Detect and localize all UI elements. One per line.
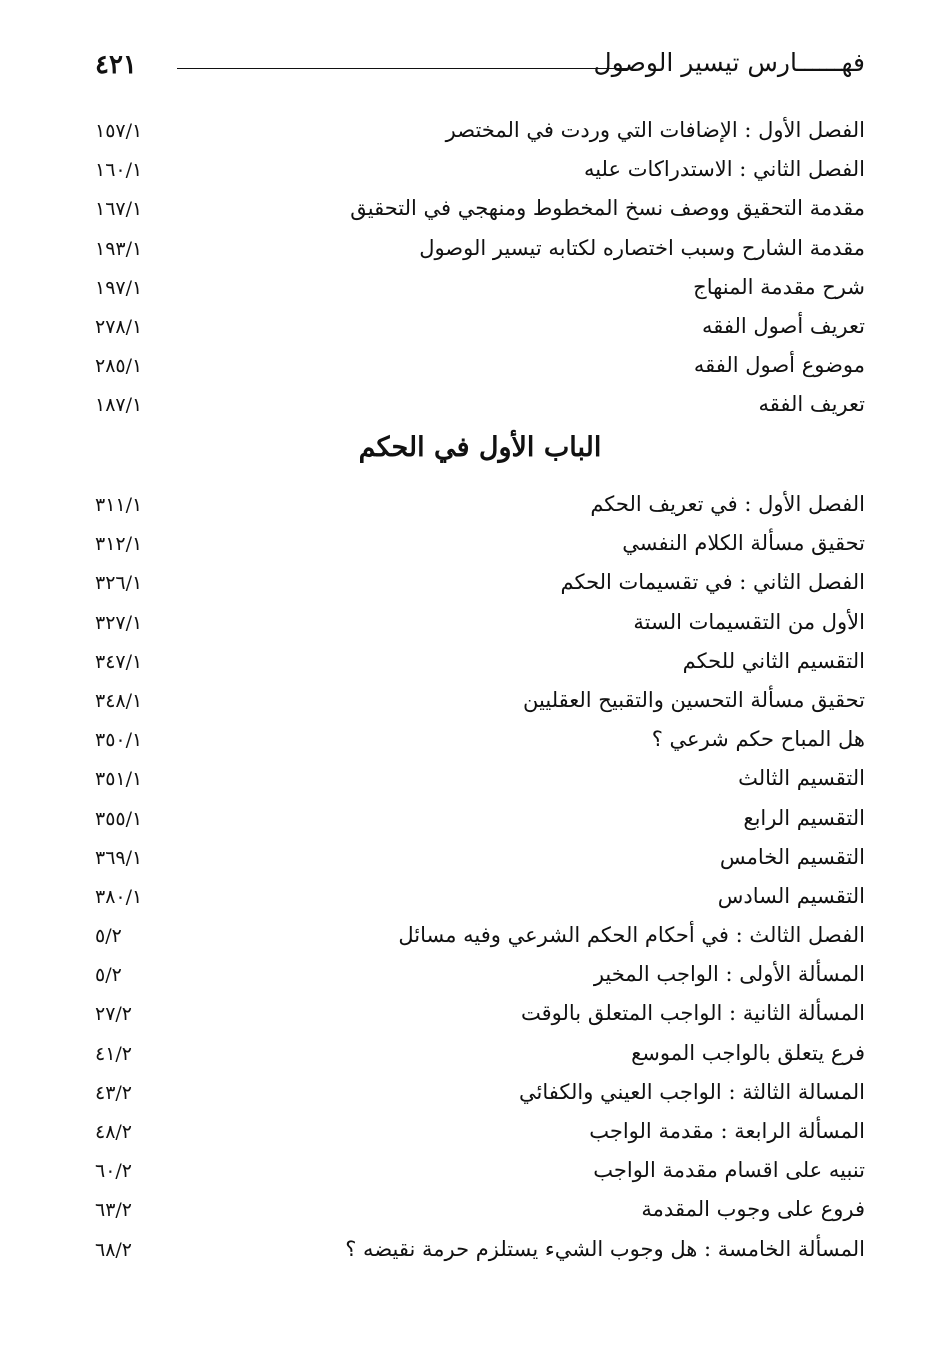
toc-entry-page-ref: ١٨٧/١: [95, 394, 143, 417]
toc-entry-page-ref: ٤١/٢: [95, 1042, 133, 1065]
toc-entry-page-ref: ٣١٢/١: [95, 533, 143, 556]
toc-entry: [95, 1076, 865, 1115]
toc-entry: [95, 880, 865, 919]
toc-entry-title: هل المباح حكم شرعي ؟: [651, 727, 865, 752]
toc-entry: [95, 606, 865, 645]
toc-entry-page-ref: ٣٥٥/١: [95, 807, 143, 830]
toc-entry-title: الفصل الثاني : الاستدراكات عليه: [583, 157, 865, 182]
toc-entry-page-ref: ٣٨٠/١: [95, 885, 143, 908]
toc-entry-page-ref: ٣٢٧/١: [95, 611, 143, 634]
toc-entry: [95, 388, 865, 427]
toc-entry-page-ref: ٦٨/٢: [95, 1238, 133, 1261]
toc-entry: [95, 349, 865, 388]
toc-entry-title: الفصل الأول : الإضافات التي وردت في المختصر: [445, 118, 865, 142]
toc-entry-page-ref: ٦٣/٢: [95, 1199, 133, 1222]
toc-entry-title: موضوع أصول الفقه: [693, 353, 865, 378]
toc-entry: [95, 723, 865, 762]
header-rule: [177, 68, 632, 69]
toc-entry: [95, 232, 865, 271]
toc-entry-page-ref: ٣٦٩/١: [95, 846, 143, 869]
toc-entry: [95, 762, 865, 801]
toc-entry: [95, 1233, 865, 1272]
toc-entry: [95, 1037, 865, 1076]
toc-entry: [95, 1193, 865, 1232]
toc-entry-page-ref: ١٩٧/١: [95, 276, 143, 299]
toc-entry-page-ref: ٥/٢: [95, 964, 122, 987]
toc-entry-page-ref: ٢٧/٢: [95, 1003, 133, 1026]
toc-entry-page-ref: ٢٧٨/١: [95, 315, 143, 338]
toc-entry: [95, 488, 865, 527]
chapter-heading: الباب الأول في الحكم: [358, 432, 602, 463]
toc-entry-page-ref: ٤٣/٢: [95, 1081, 133, 1104]
toc-entry-title: فرع يتعلق بالواجب الموسع: [631, 1040, 865, 1065]
toc-entry: [95, 566, 865, 605]
toc-entry-title: المسألة الأولى : الواجب المخير: [593, 962, 865, 987]
page-header: [95, 48, 865, 92]
toc-entry-title: تنبيه على اقسام مقدمة الواجب: [593, 1158, 865, 1183]
toc-entry-title: الأول من التقسيمات الستة: [633, 609, 865, 634]
toc-entry-page-ref: ٢٨٥/١: [95, 355, 143, 378]
toc-entry-title: مقدمة الشارح وسبب اختصاره لكتابه تيسير الوصول: [419, 235, 865, 260]
running-title: فهــــــارس تيسير الوصول: [593, 48, 865, 77]
page-number: ٤٢١: [95, 50, 137, 80]
toc-entry: [95, 310, 865, 349]
toc-entry-title: التقسيم الثاني للحكم: [682, 648, 865, 673]
toc-entry-page-ref: ٣٤٨/١: [95, 689, 143, 712]
toc-entry-title: المسألة الثانية : الواجب المتعلق بالوقت: [521, 1001, 865, 1026]
toc-entry-page-ref: ٤٨/٢: [95, 1121, 133, 1143]
toc-entry-page-ref: ١٦٠/١: [95, 159, 143, 182]
toc-entry-page-ref: ١٩٣/١: [95, 237, 143, 260]
toc-entry: [95, 153, 865, 192]
toc-entry-title: التقسيم السادس: [717, 883, 865, 908]
toc-entry-title: تعريف الفقه: [758, 392, 865, 417]
toc-entry-page-ref: ١٦٧/١: [95, 198, 143, 221]
toc-entry: [95, 192, 865, 231]
toc-entry-title: التقسيم الخامس: [719, 844, 865, 869]
toc-entry-page-ref: ٣١١/١: [95, 494, 143, 516]
toc-entry-page-ref: ٣٥١/١: [95, 768, 143, 791]
toc-entry: [95, 802, 865, 841]
toc-entry-title: تعريف أصول الفقه: [701, 313, 865, 338]
toc-entry: [95, 1154, 865, 1193]
toc-entry-page-ref: ٦٠/٢: [95, 1160, 133, 1183]
toc-entry: [95, 997, 865, 1036]
toc-entry-page-ref: ٣٢٦/١: [95, 572, 143, 595]
toc-entry: [95, 271, 865, 310]
toc-entry-title: شرح مقدمة المنهاج: [693, 274, 865, 299]
toc-entry-title: تحقيق مسألة التحسين والتقبيح العقليين: [523, 687, 865, 712]
toc-entry: [95, 1115, 865, 1154]
toc-entry-title: الفصل الثاني : في تقسيمات الحكم: [560, 570, 865, 595]
toc-entry-title: المسألة الخامسة : هل وجوب الشيء يستلزم حرمة نقيضه ؟: [345, 1236, 865, 1261]
toc-entry: [95, 527, 865, 566]
toc-entry: [95, 841, 865, 880]
toc-entry-title: الفصل الأول : في تعريف الحكم: [590, 492, 865, 516]
toc-entry-title: فروع على وجوب المقدمة: [641, 1197, 865, 1222]
toc-entry-title: التقسيم الرابع: [743, 805, 865, 830]
toc-entry-title: تحقيق مسألة الكلام النفسي: [622, 531, 865, 556]
toc-section-intro: [95, 114, 865, 428]
toc-entry: [95, 958, 865, 997]
toc-entry: [95, 684, 865, 723]
toc-entry: [95, 114, 865, 153]
toc-entry-page-ref: ٣٥٠/١: [95, 729, 143, 752]
toc-entry: [95, 919, 865, 958]
toc-entry-page-ref: ١٥٧/١: [95, 120, 143, 142]
toc-entry-title: الفصل الثالث : في أحكام الحكم الشرعي وفيه مسائل: [398, 923, 865, 948]
toc-entry-page-ref: ٥/٢: [95, 925, 122, 948]
toc-entry-page-ref: ٣٤٧/١: [95, 650, 143, 673]
toc-entry-title: مقدمة التحقيق ووصف نسخ المخطوط ومنهجي في التحقيق: [350, 196, 865, 221]
toc-entry-title: التقسيم الثالث: [738, 766, 865, 791]
toc-entry-title: المسألة الرابعة : مقدمة الواجب: [589, 1119, 865, 1143]
toc-entry: [95, 645, 865, 684]
toc-section-chapter-1: [95, 488, 865, 1272]
toc-entry-title: المسالة الثالثة : الواجب العيني والكفائي: [519, 1079, 865, 1104]
